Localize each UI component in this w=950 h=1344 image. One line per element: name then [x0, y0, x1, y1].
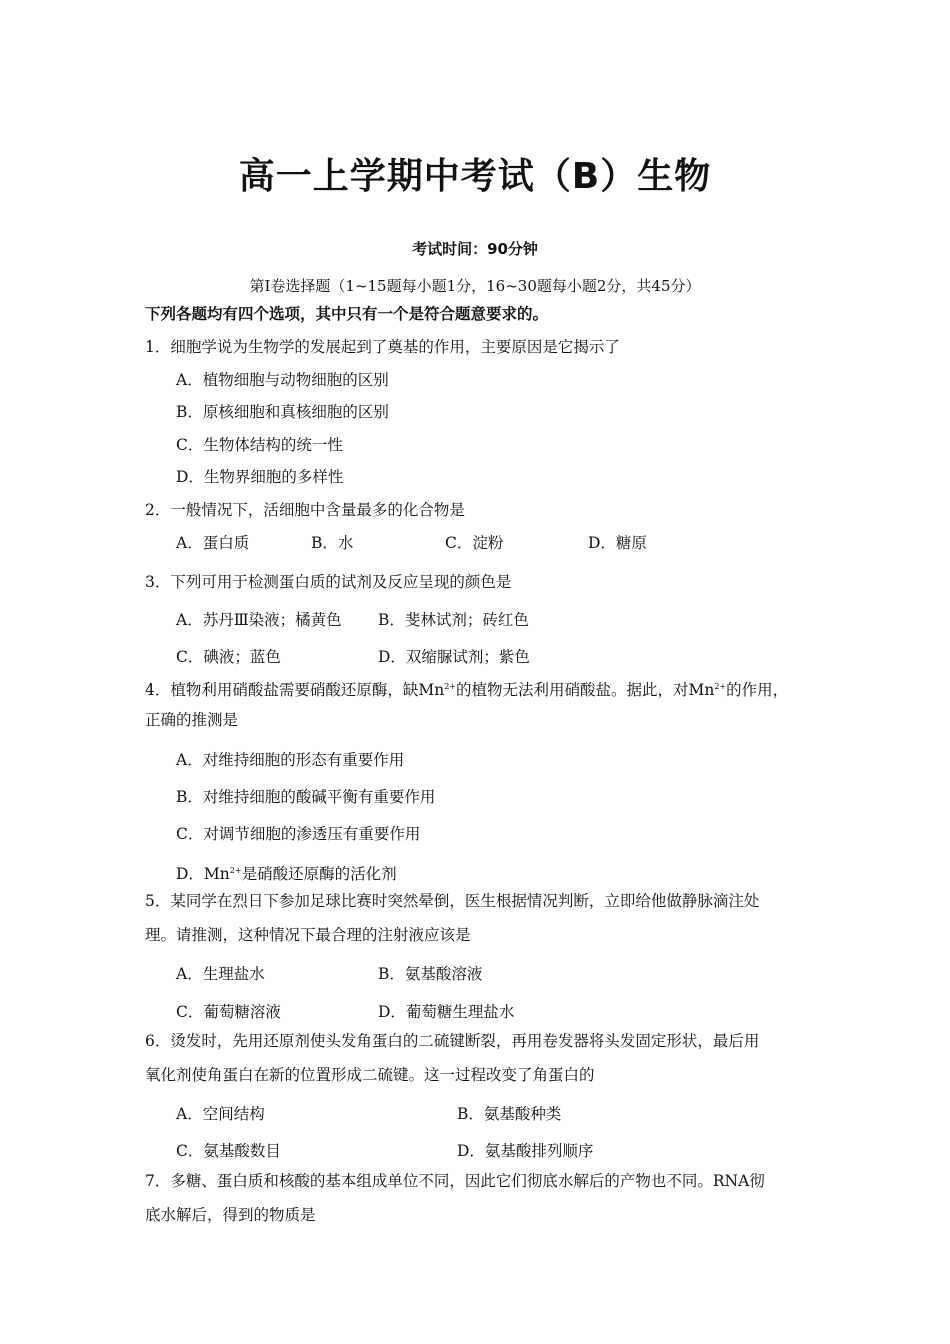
q4-option-a: A．对维持细胞的形态有重要作用 [176, 751, 405, 769]
q3-stem: 3．下列可用于检测蛋白质的试剂及反应呈现的颜色是 [145, 573, 512, 591]
instruction: 下列各题均有四个选项，其中只有一个是符合题意要求的。 [145, 305, 549, 323]
q4-option-d-part2: 是硝酸还原酶的活化剂 [241, 865, 397, 883]
q2-option-d: D．糖原 [588, 534, 647, 552]
q5-option-d: D．葡萄糖生理盐水 [378, 1003, 515, 1021]
q6-option-c: C．氨基酸数目 [176, 1142, 281, 1160]
q1-option-b: B．原核细胞和真核细胞的区别 [176, 403, 389, 421]
q5-stem-line1: 5．某同学在烈日下参加足球比赛时突然晕倒，医生根据情况判断，立即给他做静脉滴注处 [145, 892, 760, 910]
q5-option-c: C．葡萄糖溶液 [176, 1003, 281, 1021]
q5-stem-line2: 理。请推测，这种情况下最合理的注射液应该是 [145, 926, 471, 944]
q3-option-c: C．碘液；蓝色 [176, 648, 281, 666]
q4-option-b: B．对维持细胞的酸碱平衡有重要作用 [176, 788, 436, 806]
q6-option-d: D．氨基酸排列顺序 [457, 1142, 594, 1160]
q4-stem-line1 [145, 677, 788, 700]
q2-option-c: C．淀粉 [445, 534, 504, 552]
q4-stem-part3: 的作用， [726, 681, 789, 699]
q3-option-b: B．斐林试剂；砖红色 [378, 611, 529, 629]
q7-stem-line2: 底水解后，得到的物质是 [145, 1206, 316, 1224]
q4-option-d-part1: D．Mn [176, 865, 230, 883]
q6-stem-line2: 氧化剂使角蛋白在新的位置形成二硫键。这一过程改变了角蛋白的 [145, 1066, 595, 1084]
q4-stem-part1: 4．植物利用硝酸盐需要硝酸还原酶，缺Mn [145, 681, 445, 699]
q4-option-d-superscript: 2+ [229, 866, 242, 875]
q1-option-d: D．生物界细胞的多样性 [176, 468, 344, 486]
exam-time: 考试时间：90分钟 [412, 240, 538, 258]
q6-stem-line1: 6．烫发时，先用还原剂使头发角蛋白的二硫键断裂，再用卷发器将头发固定形状，最后用 [145, 1032, 760, 1050]
q4-stem-part2: 的植物无法利用硝酸盐。据此，对Mn [456, 681, 715, 699]
q1-option-a: A．植物细胞与动物细胞的区别 [176, 371, 389, 389]
section-header: 第Ⅰ卷选择题（1~15题每小题1分，16~30题每小题2分，共45分） [249, 277, 701, 295]
q4-superscript-1: 2+ [444, 682, 457, 691]
q3-option-d: D．双缩脲试剂；紫色 [378, 648, 530, 666]
q4-option-d [176, 861, 397, 884]
q4-superscript-2: 2+ [714, 682, 727, 691]
q6-option-b: B．氨基酸种类 [457, 1105, 562, 1123]
q1-option-c: C．生物体结构的统一性 [176, 436, 343, 454]
q1-stem: 1．细胞学说为生物学的发展起到了奠基的作用，主要原因是它揭示了 [145, 338, 620, 356]
q5-option-a: A．生理盐水 [176, 965, 265, 983]
q4-option-c: C．对调节细胞的渗透压有重要作用 [176, 825, 421, 843]
q2-option-b: B．水 [311, 534, 354, 552]
exam-title: 高一上学期中考试（B）生物 [238, 156, 712, 197]
q7-stem-line1: 7．多糖、蛋白质和核酸的基本组成单位不同，因此它们彻底水解后的产物也不同。RNA彻 [145, 1172, 765, 1190]
q6-option-a: A．空间结构 [176, 1105, 265, 1123]
q3-option-a: A．苏丹Ⅲ染液；橘黄色 [176, 611, 342, 629]
q5-option-b: B．氨基酸溶液 [378, 965, 483, 983]
q2-stem: 2．一般情况下，活细胞中含量最多的化合物是 [145, 501, 465, 519]
q2-option-a: A．蛋白质 [176, 534, 250, 552]
q4-stem-line2: 正确的推测是 [145, 711, 239, 729]
